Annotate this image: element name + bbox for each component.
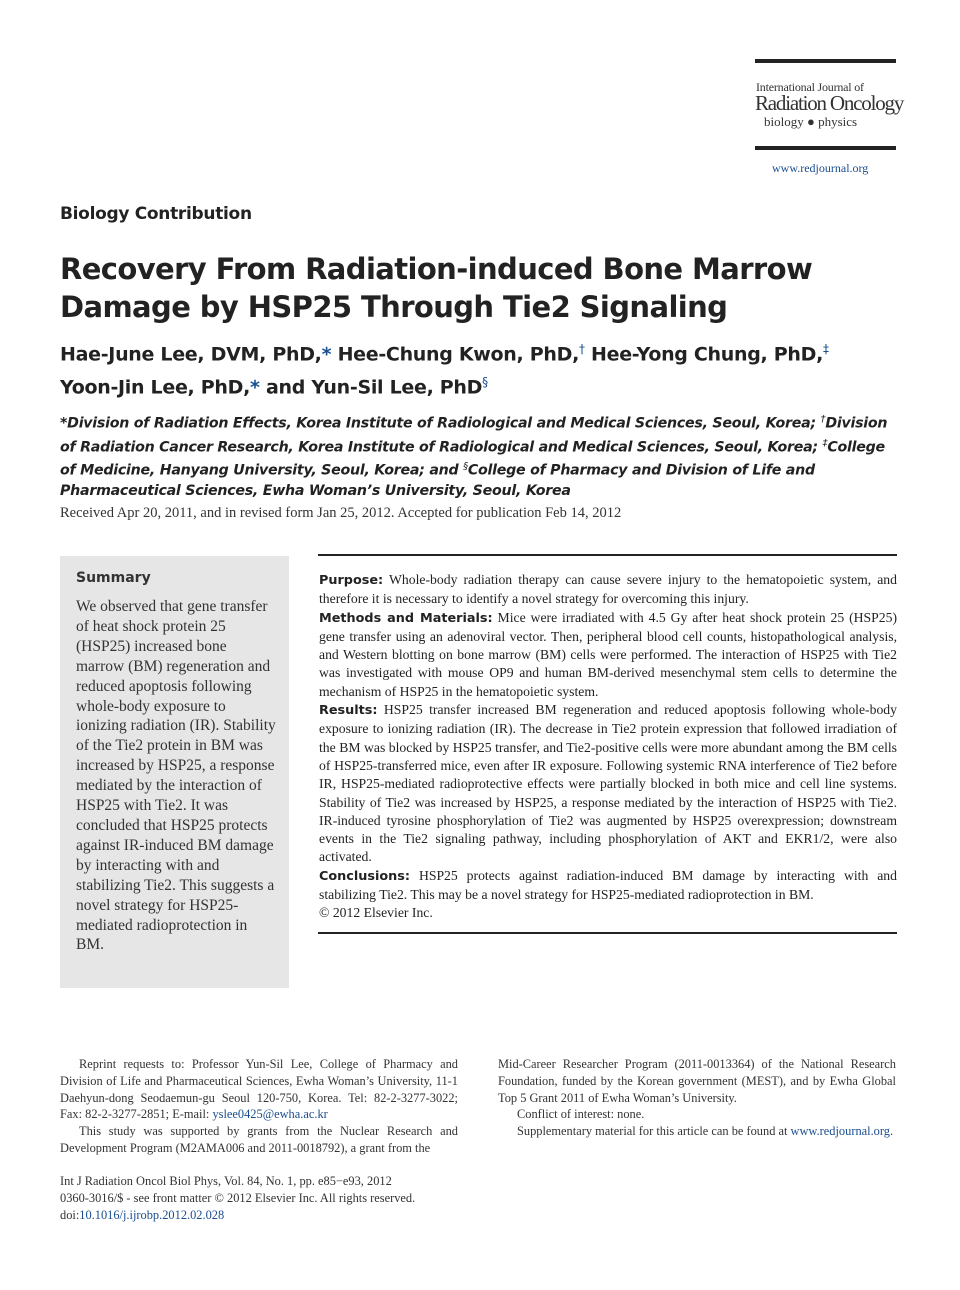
abstract-copyright: © 2012 Elsevier Inc. xyxy=(319,905,433,921)
footnotes-left xyxy=(60,1056,458,1157)
methods-text: Mice were irradiated with 4.5 Gy after heat shock protein 25 (HSP25) gene transfer using an adenoviral vector. Then, peripheral blood cell counts, histopathological analysis, and Western blotting on bone marrow (BM) cells were performed. The interaction of HSP25 with Tie2 was investigated with mouse OP9 and human BM-derived mesenchymal stem cells to determine the mechanism of HSP25 in the hematopoietic system. xyxy=(319,609,897,699)
conflict-note: Conflict of interest: none. xyxy=(517,1107,645,1122)
affiliation-mark: † xyxy=(820,414,826,425)
author-name: Hee-Chung Kwon, PhD, xyxy=(337,343,579,366)
results-text: HSP25 transfer increased BM regeneration and reduced apoptosis following whole-body exposure to ionizing radiation (IR). The decrease in Tie2 protein expression that followed irradiation of the BM was blocked by HSP25 transfer, and Tie2-positive cells were more abundant among the BM cells of HSP25-transferred mice, even after IR exposure. Following systemic RNA interference of Tie2 before IR, HSP25-mediated radioprotective effects were partially blocked in both mice and cell line systems. Stability of Tie2 was increased by HSP25, a response mediated by the interaction of HSP25 with Tie2. IR-induced tyrosine phosphorylation of Tie2 was augmented by HSP25 overexpression; downstream events in the Tie2 signaling pathway, including phosphorylation of AKT and EKR1/2, were also activated. xyxy=(319,702,897,865)
abstract-results xyxy=(319,701,897,867)
abstract-methods xyxy=(319,609,897,701)
abstract-conclusions xyxy=(319,867,897,905)
supplementary-end: . xyxy=(889,1124,894,1139)
author-mark[interactable]: * xyxy=(250,376,260,399)
citation-line-1: Int J Radiation Oncol Biol Phys, Vol. 84, No. 1, pp. e85−e93, 2012 xyxy=(60,1174,392,1188)
support-note-start: This study was supported by grants from the Nuclear Research and Development Program (M2AMA006 and 2011-0018792), a grant from the xyxy=(60,1124,458,1155)
author-mark[interactable]: § xyxy=(482,375,488,390)
affiliation-2: Division of Radiation Cancer Research, Korea Institute of Radiological and Medical Sciences, Seoul, Korea; xyxy=(60,415,888,456)
citation-line-2: 0360-3016/$ - see front matter © 2012 Elsevier Inc. All rights reserved. xyxy=(60,1191,416,1205)
supplementary-text: Supplementary material for this article can be found at xyxy=(517,1124,791,1139)
abstract-purpose xyxy=(319,571,897,609)
author-name: and Yun-Sil Lee, PhD xyxy=(265,376,483,399)
supplementary-note xyxy=(498,1123,896,1140)
conclusions-label: Conclusions: xyxy=(319,868,411,884)
received-dates: Received Apr 20, 2011, and in revised form Jan 25, 2012. Accepted for publication Feb 14, 2012 xyxy=(60,505,622,521)
journal-url-link[interactable]: www.redjournal.org xyxy=(772,161,869,175)
author-name: Hee-Yong Chung, PhD, xyxy=(591,343,824,366)
journal-name-line1: International Journal of xyxy=(756,80,864,94)
masthead-rule-bottom xyxy=(755,146,896,150)
conclusions-text: HSP25 protects against radiation-induced BM damage by interacting with and stabilizing Tie2. This may be a novel strategy for HSP25-mediated radioprotection in BM. xyxy=(319,867,897,903)
email-link[interactable]: yslee0425@ewha.ac.kr xyxy=(212,1107,328,1122)
abstract xyxy=(319,571,897,923)
author-name: Yoon-Jin Lee, PhD, xyxy=(60,376,251,399)
author-name: Hae-June Lee, DVM, PhD, xyxy=(60,343,322,366)
doi-link[interactable]: 10.1016/j.ijrobp.2012.02.028 xyxy=(79,1208,225,1222)
summary-heading: Summary xyxy=(76,570,151,586)
supplementary-link[interactable]: www.redjournal.org xyxy=(790,1124,890,1139)
results-label: Results: xyxy=(319,703,378,719)
doi-prefix: doi: xyxy=(60,1208,80,1222)
citation-block xyxy=(60,1173,415,1224)
affiliation-1: *Division of Radiation Effects, Korea Institute of Radiological and Medical Sciences, Seoul, Korea; xyxy=(60,415,821,432)
affiliation-3: College of Medicine, Hanyang University, Seoul, Korea; and xyxy=(60,439,885,480)
masthead-rule-top xyxy=(755,59,896,63)
citation-doi xyxy=(60,1207,415,1224)
abstract-rule-bottom xyxy=(318,932,897,934)
journal-name-line2: Radiation Oncology xyxy=(755,91,904,115)
purpose-label: Purpose: xyxy=(319,573,384,588)
summary-text: We observed that gene transfer of heat shock protein 25 (HSP25) increased bone marrow (BM) regeneration and reduced apoptosis following whole-body exposure to ionizing radiation (IR). Stability of the Tie2 protein in BM was increased by HSP25, a response mediated by the interaction of HSP25 with Tie2. It was concluded that HSP25 protects against IR-induced BM damage by interacting with and stabilizing Tie2. This suggests a novel strategy for HSP25-mediated radioprotection in BM. xyxy=(76,598,276,954)
journal-name-line3: biology ● physics xyxy=(764,114,858,129)
affiliations xyxy=(60,410,900,501)
author-mark[interactable]: † xyxy=(579,342,585,356)
footnotes-right xyxy=(498,1056,896,1140)
affiliation-4: College of Pharmacy and Division of Life and Pharmaceutical Sciences, Ewha Woman’s University, Seoul, Korea xyxy=(60,463,815,500)
affiliation-mark: § xyxy=(463,461,468,473)
author-list xyxy=(60,335,900,402)
support-note-end: Mid-Career Researcher Program (2011-0013364) of the National Research Foundation, funded by the Korean government (MEST), and by Ewha Global Top 5 Grant 2011 of Ewha Woman’s University. xyxy=(498,1057,896,1105)
methods-label: Methods and Materials: xyxy=(319,610,493,626)
abstract-rule-top xyxy=(318,554,897,556)
section-label: Biology Contribution xyxy=(60,204,252,224)
affiliation-mark: ‡ xyxy=(822,437,828,449)
author-mark[interactable]: ‡ xyxy=(823,342,829,356)
reprint-text: Reprint requests to: Professor Yun-Sil Lee, College of Pharmacy and Division of Life and Pharmaceutical Sciences, Ewha Woman’s University, 11-1 Daehyun-dong Seodaemun-gu Seoul 120-750, Korea. Tel: 82-2-3277-3022; Fax: 82-2-3277-2851; E-mail: xyxy=(60,1057,458,1122)
author-mark[interactable]: * xyxy=(321,343,332,366)
reprint-note xyxy=(60,1056,458,1123)
article-title: Recovery From Radiation-induced Bone Marrow Damage by HSP25 Through Tie2 Signaling xyxy=(60,252,813,324)
purpose-text: Whole-body radiation therapy can cause severe injury to the hematopoietic system, and therefore it is necessary to identify a novel strategy for overcoming this injury. xyxy=(319,572,897,607)
